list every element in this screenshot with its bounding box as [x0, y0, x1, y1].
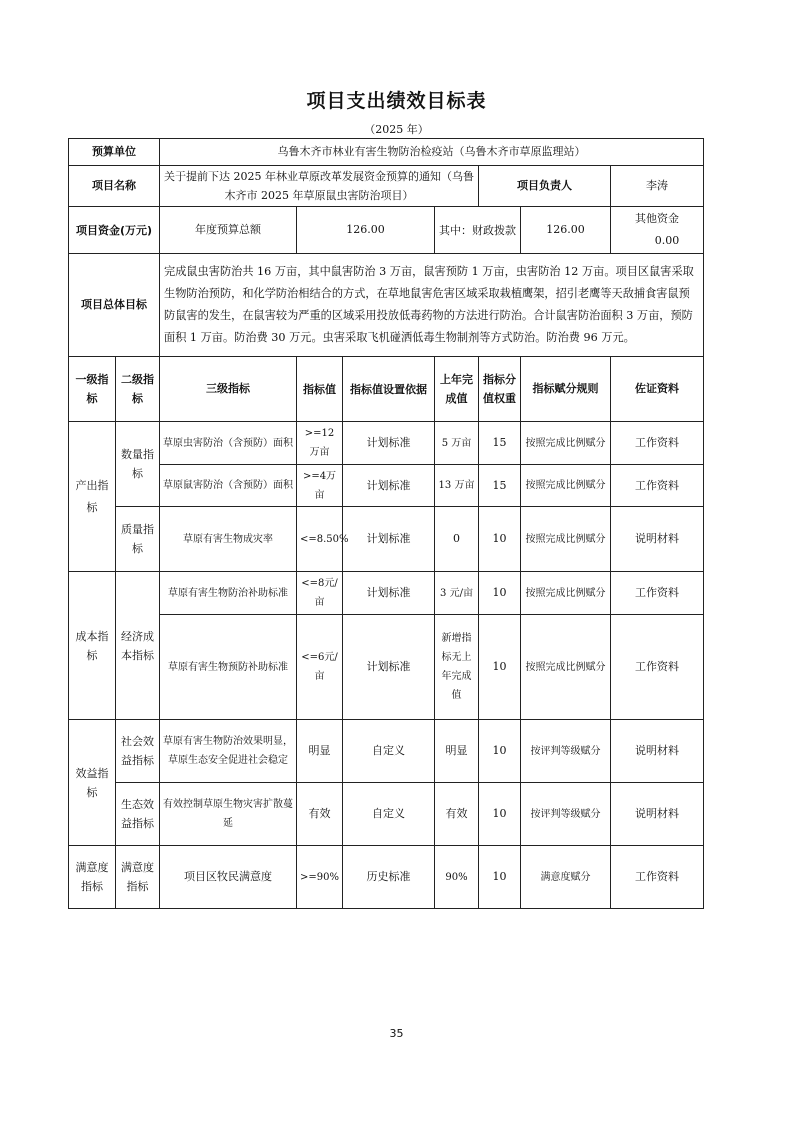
- indicator-prev: 5 万亩: [435, 422, 479, 465]
- page-title: 项目支出绩效目标表: [306, 90, 487, 112]
- indicator-basis: 自定义: [343, 720, 435, 783]
- indicator-prev: 0: [435, 507, 479, 572]
- table-row: [69, 846, 704, 909]
- project-name-value: 关于提前下达 2025 年林业草原改革发展资金预算的通知（乌鲁木齐市 2025 年草原鼠虫害防治项目）: [160, 166, 479, 207]
- indicator-rule: 按照完成比例赋分: [521, 572, 611, 615]
- indicator-evidence: 工作资料: [611, 615, 704, 720]
- other-fund-amount: 0.00: [654, 234, 680, 247]
- table-row: [69, 615, 704, 720]
- indicator-basis: 历史标准: [343, 846, 435, 909]
- indicator-basis: 计划标准: [343, 572, 435, 615]
- indicator-name: 草原有害生物成灾率: [160, 507, 297, 572]
- indicator-basis: 自定义: [343, 783, 435, 846]
- indicator-name: 草原有害生物防治效果明显，草原生态安全促进社会稳定: [160, 720, 297, 783]
- indicator-rule: 按照完成比例赋分: [521, 507, 611, 572]
- indicator-rule: 按评判等级赋分: [521, 720, 611, 783]
- indicator-value: >=12万亩: [297, 422, 343, 465]
- project-name-label: 项目名称: [69, 166, 160, 207]
- table-row: [69, 720, 704, 783]
- indicator-name: 草原鼠害防治（含预防）面积: [160, 465, 297, 507]
- indicator-weight: 10: [479, 572, 521, 615]
- page-number: 35: [389, 1027, 404, 1040]
- col-evidence: 佐证资料: [611, 357, 704, 422]
- table-row: [69, 507, 704, 572]
- group-satisfaction: 满意度指标: [69, 846, 116, 909]
- fiscal-label: 其中：财政拨款: [435, 207, 521, 254]
- indicator-rule: 按照完成比例赋分: [521, 615, 611, 720]
- indicator-basis: 计划标准: [343, 507, 435, 572]
- project-leader-value: 李涛: [611, 166, 704, 207]
- row-budget-unit: [69, 139, 704, 166]
- indicator-evidence: 工作资料: [611, 422, 704, 465]
- indicator-name: 项目区牧民满意度: [160, 846, 297, 909]
- group-cost: 成本指标: [69, 572, 116, 720]
- indicator-rule: 按照完成比例赋分: [521, 465, 611, 507]
- indicator-weight: 10: [479, 720, 521, 783]
- indicator-name: 有效控制草原生物灾害扩散蔓延: [160, 783, 297, 846]
- col-prev: 上年完成值: [435, 357, 479, 422]
- group-benefit: 效益指标: [69, 720, 116, 846]
- performance-table: [68, 138, 704, 909]
- indicator-evidence: 工作资料: [611, 846, 704, 909]
- col-level3: 三级指标: [160, 357, 297, 422]
- indicator-name: 草原有害生物预防补助标准: [160, 615, 297, 720]
- indicator-prev: 有效: [435, 783, 479, 846]
- row-project-name: [69, 166, 704, 207]
- indicator-value: <=8元/亩: [297, 572, 343, 615]
- indicator-weight: 10: [479, 615, 521, 720]
- indicator-evidence: 工作资料: [611, 572, 704, 615]
- indicator-prev: 明显: [435, 720, 479, 783]
- other-fund-value: [611, 207, 704, 254]
- indicator-evidence: 说明材料: [611, 507, 704, 572]
- row-overall-goal: [69, 254, 704, 357]
- col-value: 指标值: [297, 357, 343, 422]
- table-row: [69, 465, 704, 507]
- indicator-prev: 3 元/亩: [435, 572, 479, 615]
- indicator-name: 草原有害生物防治补助标准: [160, 572, 297, 615]
- subgroup-quality: 质量指标: [116, 507, 160, 572]
- table-row: [69, 572, 704, 615]
- indicator-name: 草原虫害防治（含预防）面积: [160, 422, 297, 465]
- project-fund-label: 项目资金(万元): [69, 207, 160, 254]
- year-label: （2025 年）: [364, 123, 429, 136]
- indicator-basis: 计划标准: [343, 615, 435, 720]
- indicator-weight: 10: [479, 846, 521, 909]
- budget-unit-value: 乌鲁木齐市林业有害生物防治检疫站（乌鲁木齐市草原监理站）: [160, 139, 704, 166]
- indicator-prev: 90%: [435, 846, 479, 909]
- indicator-weight: 10: [479, 783, 521, 846]
- indicator-prev: 新增指标无上年完成值: [435, 615, 479, 720]
- indicator-rule: 按照完成比例赋分: [521, 422, 611, 465]
- indicator-basis: 计划标准: [343, 422, 435, 465]
- indicator-value: 有效: [297, 783, 343, 846]
- subgroup-ecological: 生态效益指标: [116, 783, 160, 846]
- indicator-value: <=8.50%: [297, 507, 343, 572]
- indicator-value: <=6元/亩: [297, 615, 343, 720]
- col-weight: 指标分值权重: [479, 357, 521, 422]
- subgroup-economic: 经济成本指标: [116, 572, 160, 720]
- indicator-evidence: 说明材料: [611, 720, 704, 783]
- overall-goal-label: 项目总体目标: [69, 254, 160, 357]
- indicator-weight: 15: [479, 465, 521, 507]
- group-output: 产出指标: [69, 422, 116, 572]
- col-level2: 二级指标: [116, 357, 160, 422]
- indicator-value: >=4万亩: [297, 465, 343, 507]
- indicator-rule: 满意度赋分: [521, 846, 611, 909]
- indicator-basis: 计划标准: [343, 465, 435, 507]
- project-leader-label: 项目负责人: [479, 166, 611, 207]
- indicator-value: 明显: [297, 720, 343, 783]
- other-fund-label: 其他资金: [635, 212, 679, 225]
- overall-goal-value: 完成鼠虫害防治共 16 万亩，其中鼠害防治 3 万亩，鼠害预防 1 万亩，虫害防治 12 万亩。项目区鼠害采取生物防治预防，和化学防治相结合的方式，在草地鼠害危害区域采取栽植鹰架，招引老鹰等天敌捕食害鼠预防鼠害的发生，在鼠害较为严重的区域采用投放低毒药物的方法进行防治。合计鼠害防治面积 3 万亩，预防面积 1 万亩。防治费 30 万元。虫害采取飞机碰洒低毒生物制剂等方式防治。防治费 96 万元。: [160, 254, 704, 357]
- col-level1: 一级指标: [69, 357, 116, 422]
- fiscal-value: 126.00: [521, 207, 611, 254]
- indicator-weight: 15: [479, 422, 521, 465]
- subgroup-satisfaction: 满意度指标: [116, 846, 160, 909]
- annual-budget-value: 126.00: [297, 207, 435, 254]
- column-header-row: [69, 357, 704, 422]
- indicator-evidence: 说明材料: [611, 783, 704, 846]
- indicator-weight: 10: [479, 507, 521, 572]
- col-basis: 指标值设置依据: [343, 357, 435, 422]
- indicator-value: >=90%: [297, 846, 343, 909]
- col-rule: 指标赋分规则: [521, 357, 611, 422]
- row-project-fund: [69, 207, 704, 254]
- indicator-evidence: 工作资料: [611, 465, 704, 507]
- table-row: [69, 783, 704, 846]
- subgroup-quantity: 数量指标: [116, 422, 160, 507]
- annual-budget-label: 年度预算总额: [160, 207, 297, 254]
- budget-unit-label: 预算单位: [69, 139, 160, 166]
- indicator-prev: 13 万亩: [435, 465, 479, 507]
- subgroup-social: 社会效益指标: [116, 720, 160, 783]
- indicator-rule: 按评判等级赋分: [521, 783, 611, 846]
- table-row: [69, 422, 704, 465]
